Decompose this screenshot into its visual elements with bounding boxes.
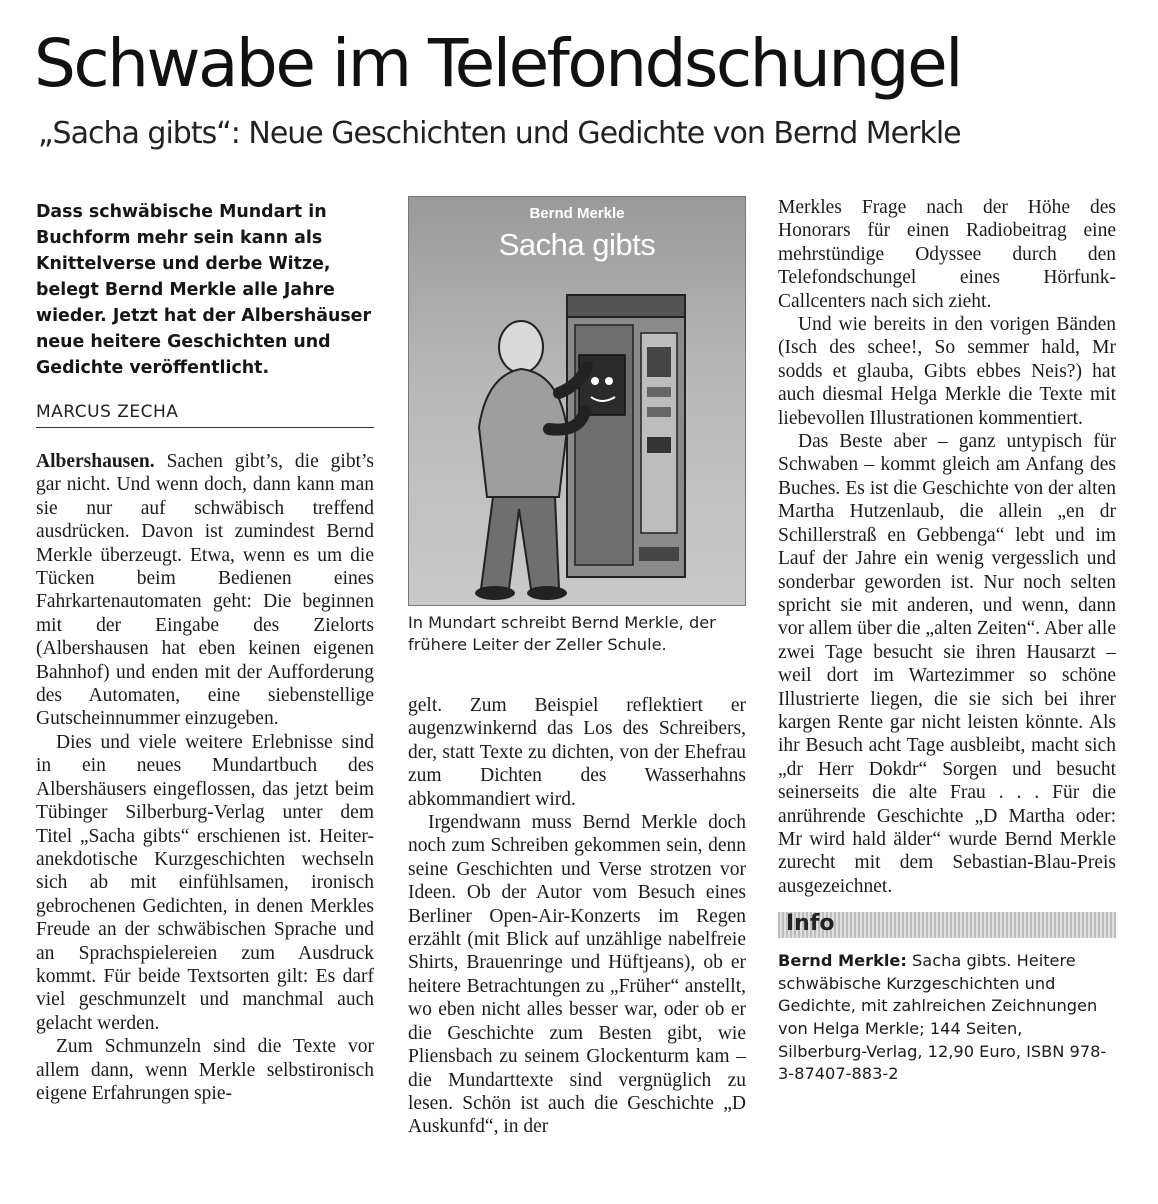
body-paragraph: Das Beste aber – ganz untypisch für Schwaben – kommt gleich am Anfang des Buches. Es ist die Geschichte von der alten Martha Hutzenlaub, die allein „en dr Schillerstraß en Gebbenga“ lebt und im Lauf der Jahre ein wenig vergesslich und sonderbar geworden ist. Nur noch selten spricht sie mit anderen, und wenn, dann vor allem über die „alten Zeiten“. Aber alle zwei Tage besucht sie ihren Hausarzt – weil dort im Wartezimmer so schöne Illustrierte liegen, die sie sich bei ihrer kargen Rente gar nicht leisten könnte. Als ihr Besuch acht Tage ausbleibt, macht sich „dr Herr Dokdr“ Sorgen und besucht seinerseits die alte Frau . . . Für die anrührende Geschichte „D Martha oder: Mr wird hald älder“ wurde Bernd Merkle zurecht mit dem Sebastian-Blau-Preis ausgezeichnet. bbox=[778, 431, 1116, 897]
column-2 bbox=[408, 196, 746, 1139]
column-3 bbox=[778, 196, 1116, 1086]
body-paragraph: Dies und viele weitere Erlebnisse sind in ein neues Mundartbuch des Albershäusers eingeflossen, das jetzt beim Tübinger Silberburg-Verlag unter dem Titel „Sacha gibts“ erschienen ist. Heiter-anekdotische Kurzgeschichten wechseln sich ab mit einfühlsamen, ironisch gebrochenen Gedichten, in denen Merkles Freude an der schwäbischen Sprache und an Sprachspielereien zum Ausdruck kommt. Für beide Textsorten gilt: Es darf viel geschmunzelt und manchmal auch gelacht werden. bbox=[36, 731, 374, 1034]
body-column-1 bbox=[36, 450, 374, 1105]
body-text: Sachen gibt’s, die gibt’s gar nicht. Und wenn doch, dann kann man sie nur auf schwäbisch treffend ausdrücken. Davon ist zumindest Bernd Merkle überzeugt. Etwa, wenn es um die Tücken beim Bedienen eines Fahrkartenautomaten geht: Die beginnen mit der Eingabe des Zielorts (Albershausen hat eben keinen eigenen Bahnhof) und enden mit der Aufforderung des Automaten, eine siebenstellige Gutscheinnummer einzugeben. bbox=[36, 451, 374, 730]
info-heading: Info bbox=[786, 911, 835, 937]
body-paragraph bbox=[36, 450, 374, 731]
info-box-text bbox=[778, 950, 1116, 1086]
body-paragraph: Merkles Frage nach der Höhe des Honorars für einen Radiobeitrag eine mehrstündige Odyssee durch den Telefondschungel eines Hörfunk-Callcenters nach sich zieht. bbox=[778, 197, 1116, 312]
subheadline: „Sacha gibts“: Neue Geschichten und Gedichte von Bernd Merkle bbox=[38, 116, 961, 151]
info-box-header bbox=[778, 912, 1116, 938]
body-paragraph: Zum Schmunzeln sind die Texte vor allem dann, wenn Merkle selbstironisch eigene Erfahrungen spie- bbox=[36, 1036, 374, 1104]
placeline: Albershausen. bbox=[36, 451, 155, 472]
book-cover-author: Bernd Merkle bbox=[529, 205, 625, 222]
book-cover-photo bbox=[408, 196, 746, 606]
lead-paragraph: Dass schwäbische Mundart in Buchform mehr sein kann als Knittelverse und derbe Witze, belegt Bernd Merkle alle Jahre wieder. Jetzt hat der Albershäuser neue heitere Geschichten und Gedichte veröffentlicht. bbox=[36, 202, 372, 378]
body-column-2 bbox=[408, 694, 746, 1139]
ticket-machine-illustration bbox=[409, 197, 745, 605]
info-title: Bernd Merkle: bbox=[778, 951, 907, 971]
body-paragraph: Irgendwann muss Bernd Merkle doch noch zum Schreiben gekommen sein, denn seine Geschichten und Verse strotzen vor Ideen. Ob der Autor vom Besuch eines Berliner Open-Air-Konzerts im Regen erzählt (mit Blick auf unzählige nabelfreie Shirts, Brauenringe und Hüftjeans), ob er heitere Betrachtungen zu „Früher“ anstellt, wo eben nicht alles besser war, oder ob er die Geschichte zum Besten gibt, wie Pliensbach zu seinem Glockenturm kam – die Mundarttexte sind vergnüglich zu lesen. Schön ist auch die Geschichte „D Auskunfd“, in der bbox=[408, 812, 746, 1138]
body-paragraph: Und wie bereits in den vorigen Bänden (Isch des schee!, So semmer hald, Mr sodds et glauba, Gibts ebbes Neis?) hat auch diesmal Helga Merkle die Texte mit liebevollen Illustrationen kommentiert. bbox=[778, 314, 1116, 429]
photo-caption: In Mundart schreibt Bernd Merkle, der frühere Leiter der Zeller Schule. bbox=[408, 613, 716, 654]
byline: MARCUS ZECHA bbox=[36, 401, 374, 428]
headline: Schwabe im Telefondschungel bbox=[34, 25, 962, 102]
info-details: Sacha gibts. Heitere schwäbische Kurzgeschichten und Gedichte, mit zahlreichen Zeichnungen von Helga Merkle; 144 Seiten, Silberburg-Verlag, 12,90 Euro, ISBN 978-3-87407-883-2 bbox=[778, 951, 1107, 1084]
body-paragraph: gelt. Zum Beispiel reflektiert er augenzwinkernd das Los des Schreibers, der, statt Texte zu dichten, von der Ehefrau zum Dichten des Wasserhahns abkommandiert wird. bbox=[408, 695, 746, 810]
book-cover-title: Sacha gibts bbox=[498, 227, 656, 262]
body-column-3 bbox=[778, 196, 1116, 898]
column-1 bbox=[36, 196, 374, 1105]
